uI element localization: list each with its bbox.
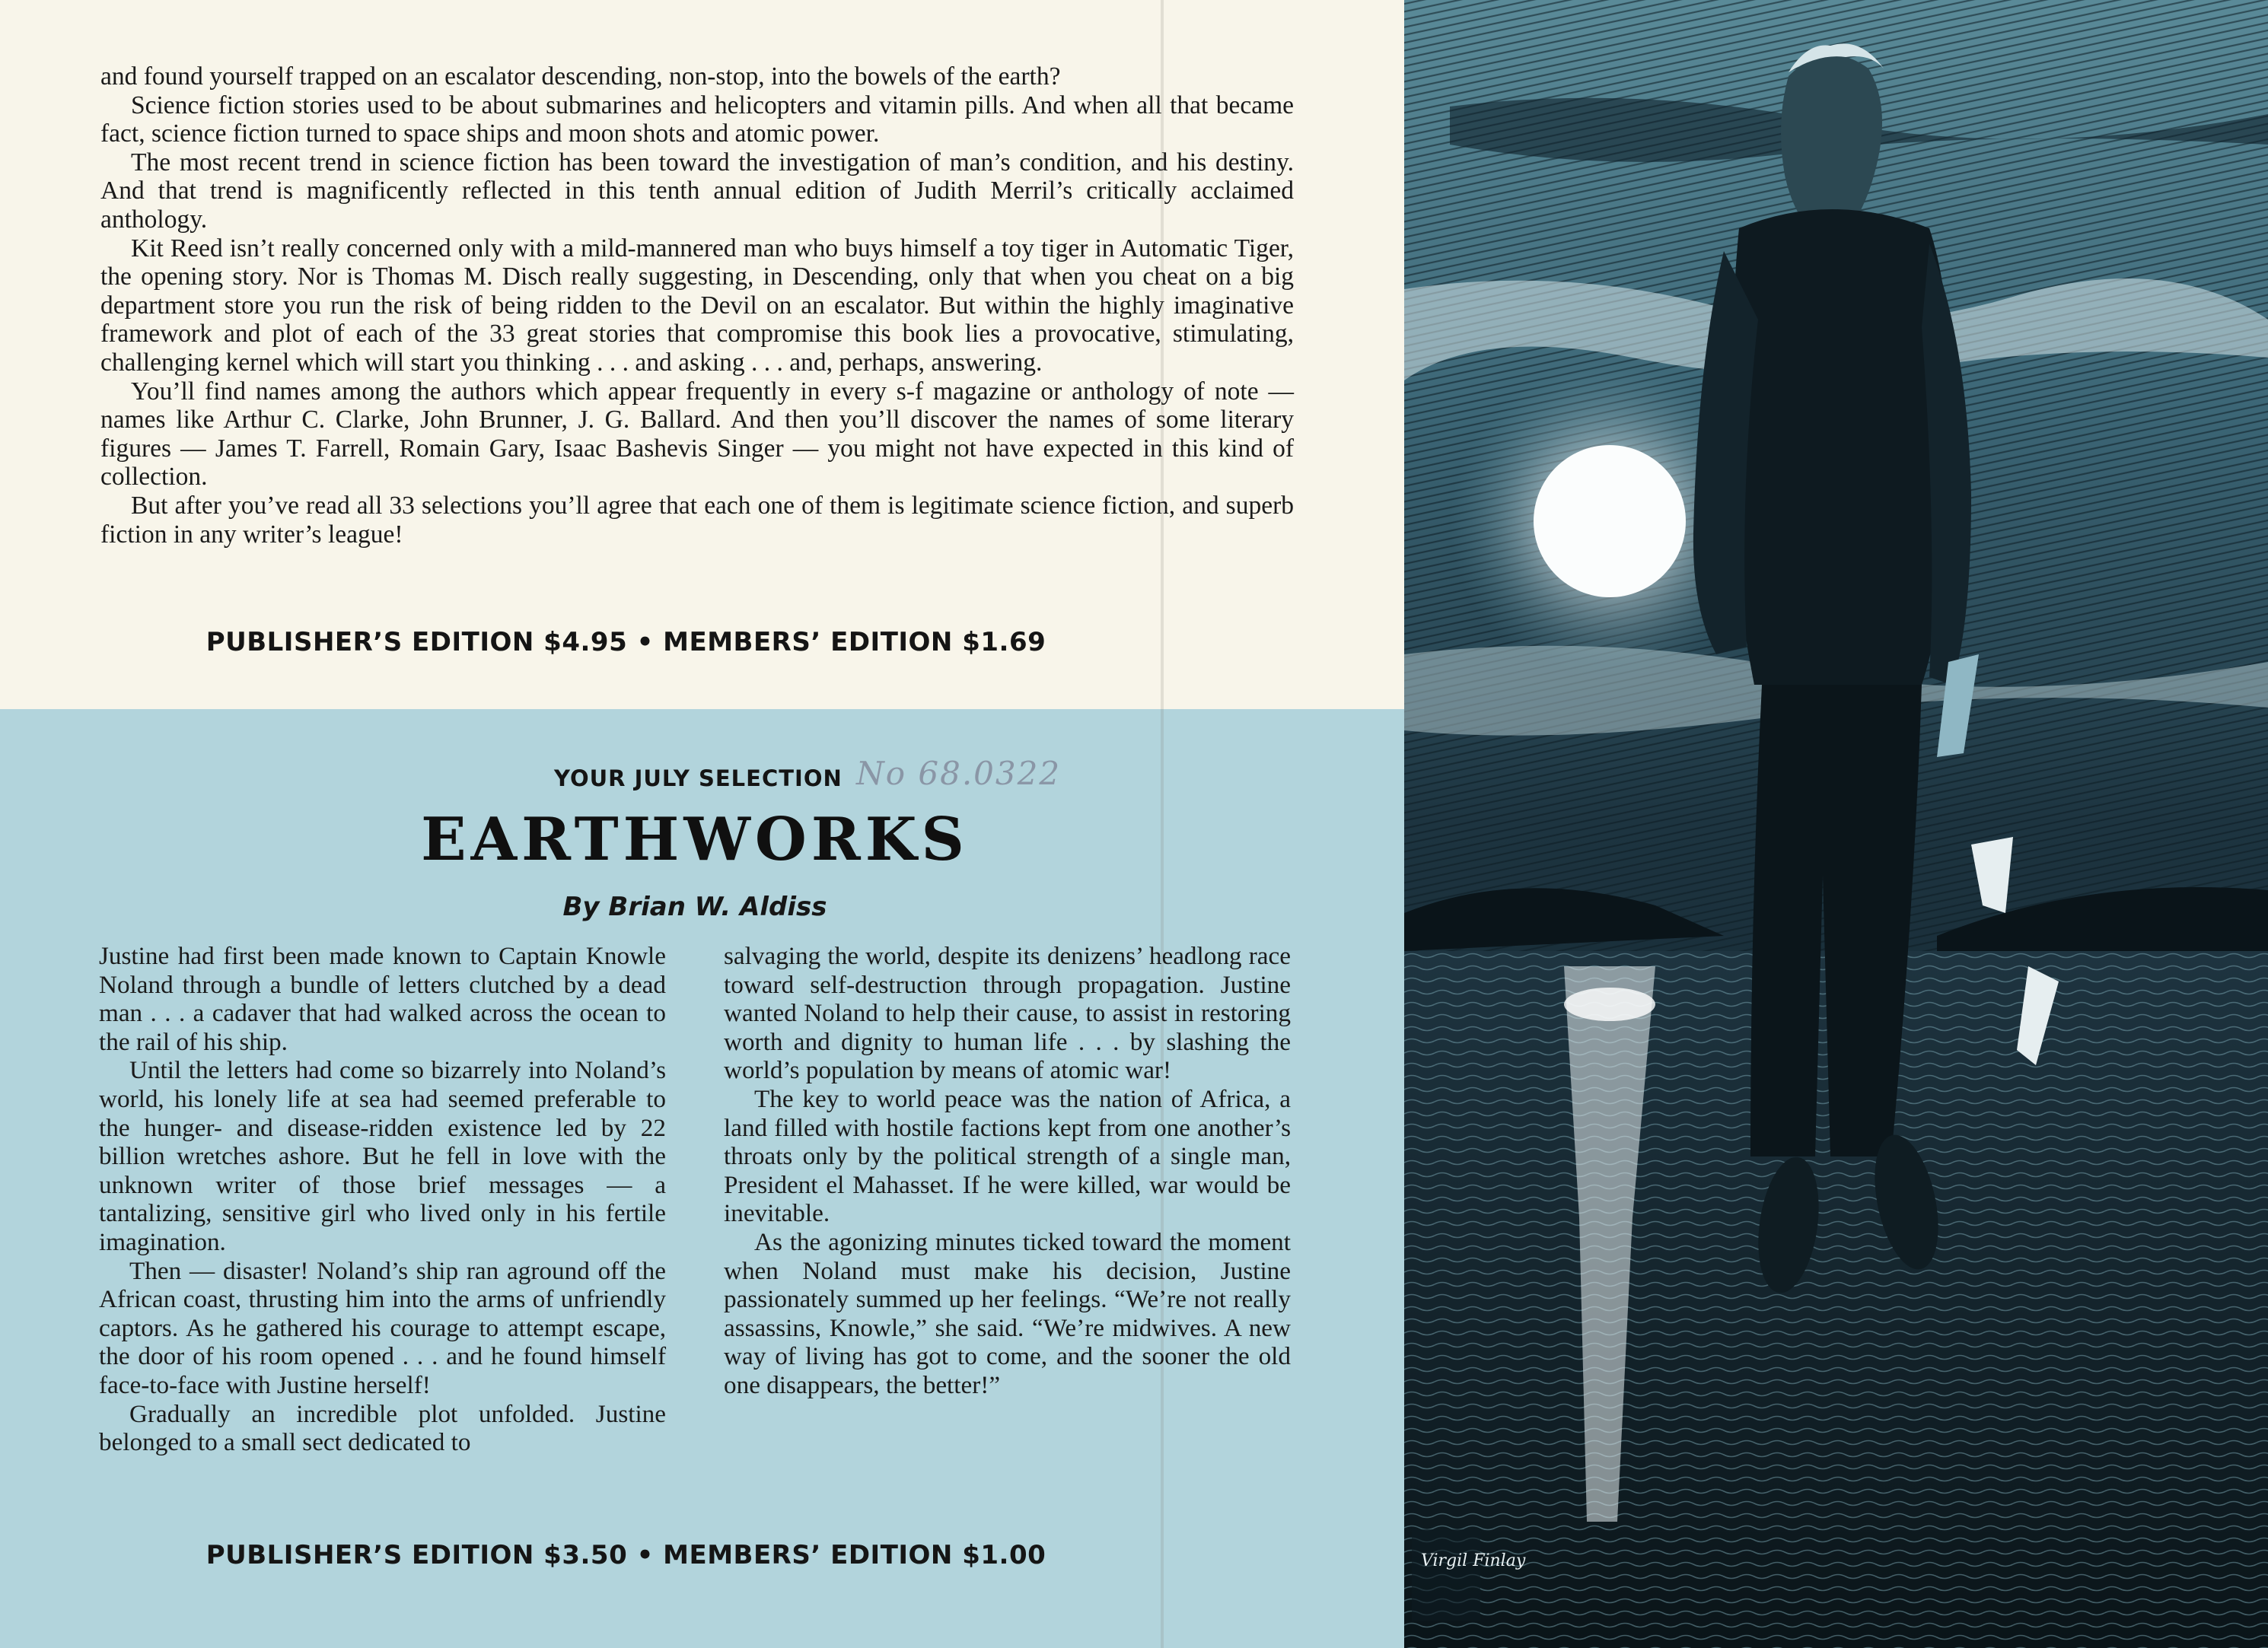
- book-title: EARTHWORKS: [421, 805, 969, 874]
- intro-paragraph: The most recent trend in science fiction has been toward the investigation of man’s condition, and his destiny. And that trend is magnificently reflected in this tenth annual edition of Judith Merril’s critically acclaimed anthology.: [100, 148, 1294, 234]
- intro-text: [100, 62, 1294, 549]
- synopsis-paragraph: salvaging the world, despite its denizens’ headlong race toward self-destruction through propagation. Justine wanted Noland to help their cause, to assist in restoring worth and dignity to human life . . . by slashing the world’s population by means of atomic war!: [724, 942, 1291, 1085]
- cover-illustration: [1404, 0, 2268, 1648]
- intro-panel: [0, 0, 1404, 709]
- moon-reflection-highlight: [1564, 988, 1655, 1021]
- synopsis-paragraph: Until the letters had come so bizarrely into Noland’s world, his lonely life at sea had seemed preferable to the hunger- and disease-ridden existence led by 22 billion wretches ashore. But he fell in love with the unknown writer of those brief messages — a tantalizing, sensitive girl who lived only in his fertile imagination.: [99, 1056, 666, 1256]
- synopsis-paragraph: Justine had first been made known to Captain Knowle Noland through a bundle of letters clutched by a dead man . . . a cadaver that had walked across the ocean to the rail of his ship.: [99, 942, 666, 1056]
- moon: [1534, 445, 1686, 597]
- intro-paragraph: and found yourself trapped on an escalator descending, non-stop, into the bowels of the earth?: [100, 62, 1061, 91]
- byline: By Brian W. Aldiss: [562, 892, 827, 922]
- synopsis-column-2: [724, 942, 1291, 1400]
- signature-first-name: Virgil Finlay: [1421, 1551, 1526, 1570]
- synopsis-paragraph: The key to world peace was the nation of Africa, a land filled with hostile factions kept from one another’s throats only by the political strength of a single man, President el Mahasset. If he were killed, war would be inevitable.: [724, 1084, 1291, 1228]
- artist-signature-text: [1421, 1551, 1526, 1570]
- synopsis-paragraph: Then — disaster! Noland’s ship ran aground off the African coast, thrusting him into the arms of unfriendly captors. As he gathered his courage to attempt escape, the door of his room opened . . . and he found himself face-to-face with Justine herself!: [99, 1256, 666, 1399]
- synopsis-column-1: [99, 942, 666, 1457]
- synopsis-paragraph: As the agonizing minutes ticked toward the moment when Noland must make his decision, Justine passionately summed up her feelings. “We’re not really assassins, Knowle,” she said. “We’re midwives. A new way of living has got to come, and the sooner the old one disappears, the better!”: [724, 1227, 1291, 1399]
- intro-price-line: PUBLISHER’S EDITION $4.95 • MEMBERS’ EDITION $1.69: [205, 627, 1046, 657]
- intro-paragraph: Science fiction stories used to be about submarines and helicopters and vitamin pills. And when all that became fact, science fiction turned to space ships and moon shots and atomic power.: [100, 91, 1294, 148]
- man-legs: [1750, 685, 1922, 1156]
- intro-paragraph: Kit Reed isn’t really concerned only with a mild-mannered man who buys himself a toy tiger in Automatic Tiger, the opening story. Nor is Thomas M. Disch really suggesting, in Descending, only that when you cheat on a big department store you run the risk of being ridden to the Devil on an escalator. But within the highly imaginative framework and plot of each of the 33 great stories that compromise this book lies a provocative, stimulating, challenging kernel which will start you thinking . . . and asking . . . and, perhaps, answering.: [100, 234, 1294, 377]
- intro-paragraph: You’ll find names among the authors which appear frequently in every s-f magazine or anthology of note — names like Arthur C. Clarke, John Brunner, J. G. Ballard. And then you’ll discover the names of some literary figures — James T. Farrell, Romain Gary, Isaac Bashevis Singer — you might not have expected in this kind of collection.: [100, 377, 1294, 492]
- handwritten-note: No 68.0322: [856, 755, 1062, 792]
- selection-price-line: PUBLISHER’S EDITION $3.50 • MEMBERS’ EDITION $1.00: [205, 1540, 1046, 1570]
- man-coat: [1730, 209, 1954, 685]
- synopsis-paragraph: Gradually an incredible plot unfolded. Justine belonged to a small sect dedicated to: [99, 1399, 666, 1457]
- illustration-svg: [1404, 0, 2268, 1648]
- signature-backing: [1412, 1529, 1480, 1621]
- intro-paragraph: But after you’ve read all 33 selections you’ll agree that each one of them is legitimate science fiction, and superb fiction in any writer’s league!: [100, 491, 1294, 549]
- selection-heading: YOUR JULY SELECTION: [554, 765, 843, 791]
